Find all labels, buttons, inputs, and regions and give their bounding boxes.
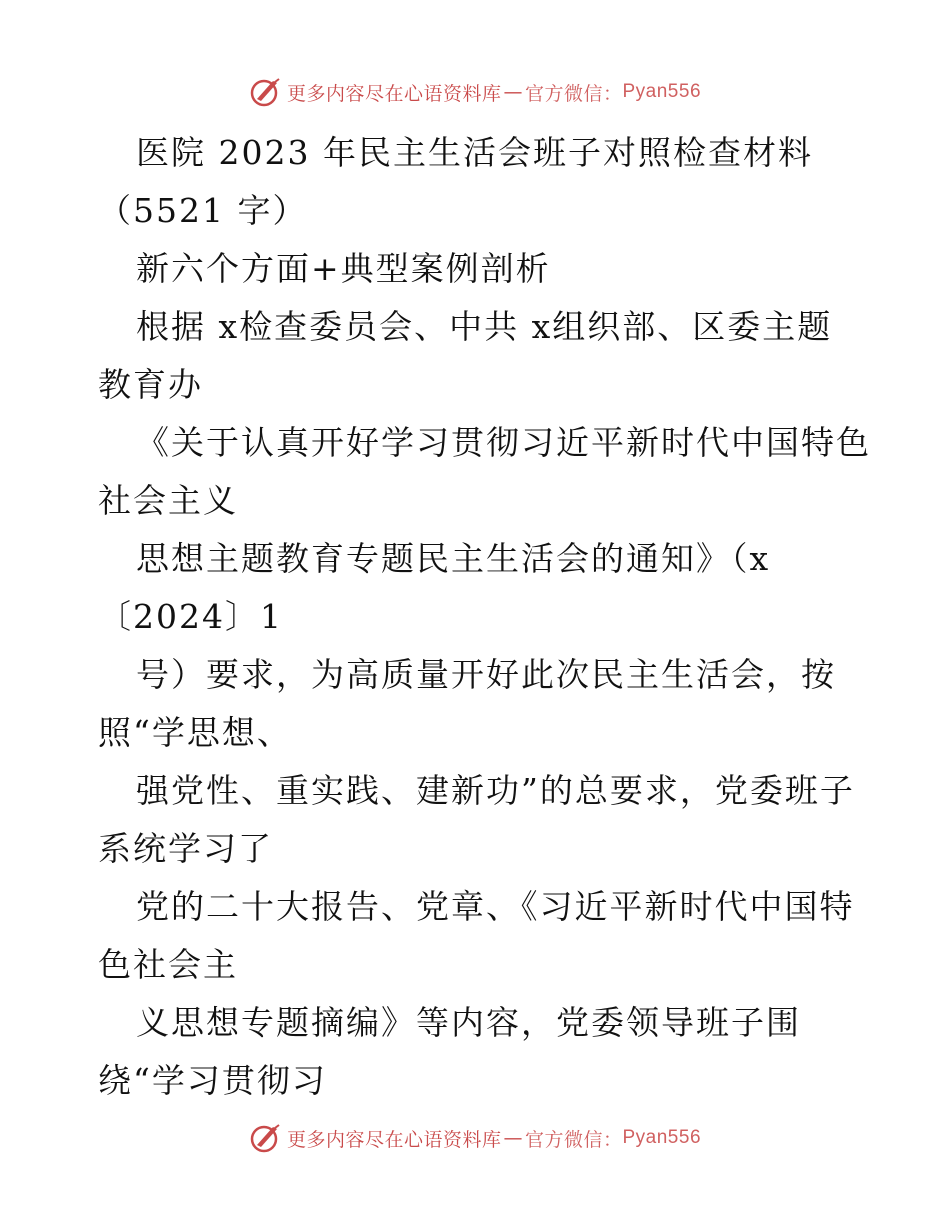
- document-line: 照“学思想、: [98, 713, 292, 752]
- header-promo-text: 更多内容尽在心语资料库: [286, 82, 502, 105]
- document-line: 新六个方面+典型案例剖析: [136, 249, 551, 288]
- document-line: 〔2024〕1: [98, 597, 283, 636]
- footer-banner: [0, 1118, 950, 1158]
- quill-logo-icon: [249, 75, 283, 109]
- header-separator: —: [503, 81, 523, 103]
- document-line: 系统学习了: [98, 829, 273, 868]
- footer-wechat-label: 官方微信：: [524, 1128, 623, 1151]
- document-line: 医院 2023 年民主生活会班子对照检查材料: [136, 133, 813, 172]
- document-line: 根据 x检查委员会、中共 x组织部、区委主题: [136, 307, 833, 346]
- document-line: 义思想专题摘编》等内容，党委领导班子围: [136, 1003, 801, 1042]
- document-line: 绕“学习贯彻习: [98, 1061, 327, 1100]
- document-body: [98, 124, 871, 1110]
- document-line: 党的二十大报告、党章、《习近平新时代中国特: [136, 887, 855, 926]
- footer-wechat-handle: Pyan556: [622, 1127, 702, 1148]
- header-wechat-handle: Pyan556: [622, 81, 702, 102]
- document-line: 强党性、重实践、建新功”的总要求，党委班子: [136, 771, 855, 810]
- document-line: 思想主题教育专题民主生活会的通知》（x: [136, 539, 771, 578]
- header-banner: [0, 72, 950, 112]
- document-line: 号）要求，为高质量开好此次民主生活会，按: [136, 655, 836, 694]
- document-line: 色社会主: [98, 945, 238, 984]
- footer-separator: —: [503, 1127, 523, 1149]
- header-wechat-label: 官方微信：: [524, 82, 623, 105]
- document-line: 《关于认真开好学习贯彻习近平新时代中国特色: [136, 423, 871, 462]
- footer-promo-text: 更多内容尽在心语资料库: [286, 1128, 502, 1151]
- document-line: 社会主义: [98, 481, 238, 520]
- document-line: 教育办: [98, 365, 203, 404]
- document-line: （5521 字）: [98, 191, 308, 230]
- quill-logo-icon: [249, 1121, 283, 1155]
